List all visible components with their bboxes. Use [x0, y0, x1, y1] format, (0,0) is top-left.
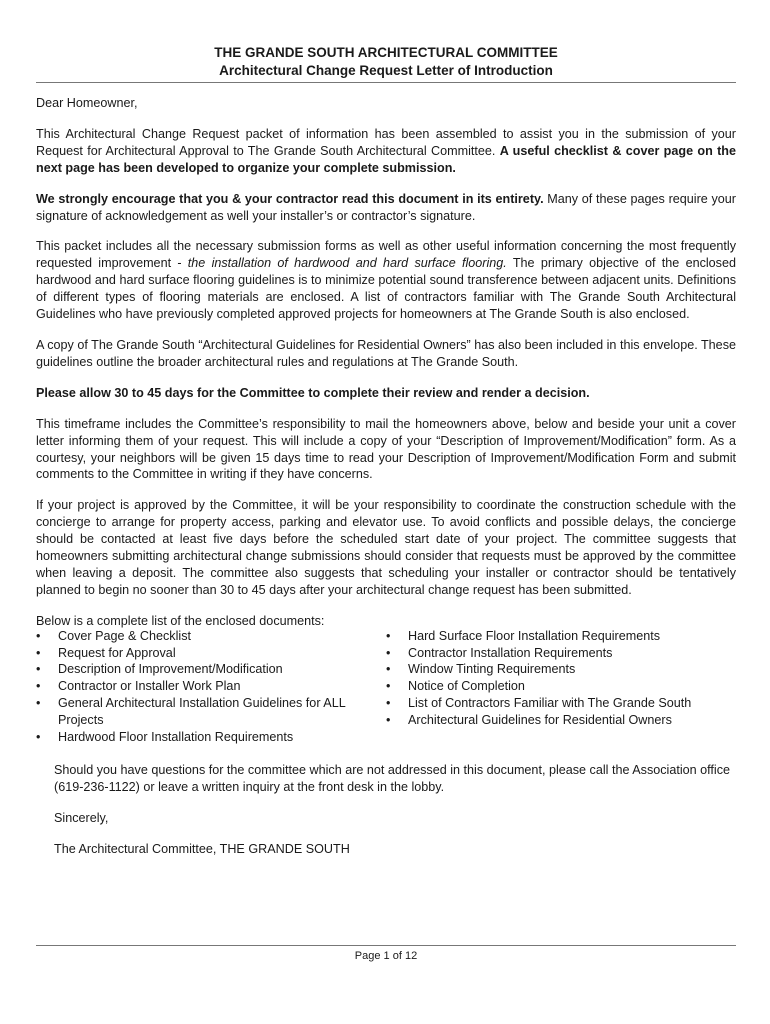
list-item: • Notice of Completion [386, 678, 736, 695]
letter-body [36, 95, 736, 872]
sign-off: Sincerely, [54, 810, 109, 825]
documents-list-intro: Below is a complete list of the enclosed documents: [36, 613, 325, 628]
letter-closing [36, 762, 736, 858]
list-item: • Architectural Guidelines for Residential Owners [386, 712, 736, 729]
documents-list-right [386, 628, 736, 746]
list-item: • Description of Improvement/Modification [36, 661, 386, 678]
paragraph-packet-text-2: The primary objective of the enclosed hardwood and hard surface flooring guidelines is to minimize potential sound transference between adjacent units. Definitions of different types of flooring materials are enclosed. A list of contractors familiar with The Grande South Architectural Guidelines who have previously completed approved projects for homeowners at The Grande South is also enclosed. [36, 256, 736, 322]
paragraph-encourage-bold: We strongly encourage that you & your contractor read this document in its entirety. [36, 191, 544, 206]
list-item: • Contractor or Installer Work Plan [36, 678, 386, 695]
document-header [36, 44, 736, 80]
list-item: • General Architectural Installation Guidelines for ALL Projects [36, 695, 386, 729]
paragraph-approval: If your project is approved by the Committee, it will be your responsibility to coordinate the construction schedule with the concierge to arrange for property access, parking and elevator use. To avoid conflicts and possible delays, the concierge should be contacted at least five days before the scheduled start date of your project. The committee suggests that homeowners submitting architectural change submissions should consider that requests must be approved by the committee when leaving a deposit. The committee also suggests that scheduling your installer or contractor should be tentatively planned to begin no sooner than 30 to 45 days after your architectural change request has been submitted. [36, 498, 736, 597]
list-item: • Request for Approval [36, 645, 386, 662]
paragraph-encourage [36, 191, 736, 225]
paragraph-encourage-text: Many of these pages require your signature of acknowledgement as well your installer’s or contractor’s signature. [36, 191, 736, 223]
header-divider [36, 82, 736, 83]
list-item: • Cover Page & Checklist [36, 628, 386, 645]
paragraph-intro-bold: A useful checklist & cover page on the next page has been developed to organize your complete submission. [36, 143, 736, 175]
list-item: • Window Tinting Requirements [386, 661, 736, 678]
footer-divider [36, 945, 736, 946]
signature: The Architectural Committee, THE GRANDE SOUTH [54, 841, 350, 856]
list-item: • List of Contractors Familiar with The Grande South [386, 695, 736, 712]
list-item: • Contractor Installation Requirements [386, 645, 736, 662]
document-subtitle: Architectural Change Request Letter of Introduction [219, 63, 553, 78]
paragraph-timeframe-notice: Please allow 30 to 45 days for the Committee to complete their review and render a decision. [36, 385, 590, 400]
paragraph-intro-text: This Architectural Change Request packet of information has been assembled to assist you in the submission of your Request for Architectural Approval to The Grande South Architectural Committee. [36, 126, 736, 158]
documents-list [36, 628, 736, 746]
document-title: THE GRANDE SOUTH ARCHITECTURAL COMMITTEE [214, 45, 558, 60]
paragraph-timeframe: This timeframe includes the Committee’s responsibility to mail the homeowners above, below and beside your unit a cover letter informing them of your request. This will include a copy of your “Description of Improvement/Modification” form. As a courtesy, your neighbors will be given 15 days time to read your Description of Improvement/Modification Form and submit comments to the Committee in writing if they have concerns. [36, 416, 736, 482]
list-item: • Hardwood Floor Installation Requirements [36, 729, 386, 746]
paragraph-questions: Should you have questions for the committee which are not addressed in this document, please call the Association office (619-236-1122) or leave a written inquiry at the front desk in the lobby. [54, 763, 731, 794]
paragraph-intro [36, 126, 736, 177]
list-item: • Hard Surface Floor Installation Requirements [386, 628, 736, 645]
documents-list-left [36, 628, 386, 746]
paragraph-packet-italic: the installation of hardwood and hard surface flooring. [187, 256, 507, 271]
greeting: Dear Homeowner, [36, 96, 138, 110]
page-number: Page 1 of 12 [354, 950, 418, 962]
paragraph-guidelines-copy: A copy of The Grande South “Architectural Guidelines for Residential Owners” has also been included in this envelope. These guidelines outline the broader architectural rules and regulations at The Grande South. [36, 337, 736, 369]
paragraph-packet [36, 238, 736, 323]
paragraph-packet-text-1: This packet includes all the necessary submission forms as well as other useful information concerning the most frequently requested improvement - [36, 239, 736, 271]
